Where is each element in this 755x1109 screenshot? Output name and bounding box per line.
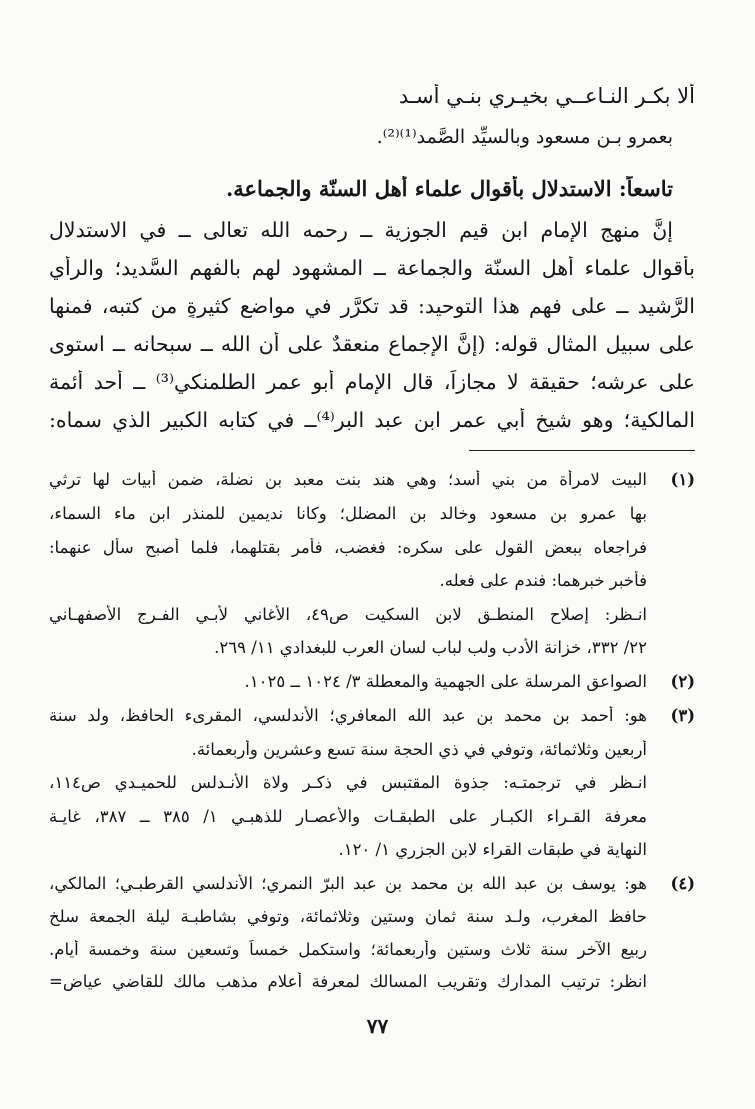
footnote-line: معرفة القـراء الكبـار على الطبقـات والأعصـار للذهبـي ١/ ٣٨٥ ــ ٣٨٧، غايـة: [49, 807, 647, 826]
body-line: على عرشه؛ حقيقة لا مجازاً، قال الإمام أبو عمر الطلمنكي⁽³⁾ ــ أحد أئمة: [49, 370, 695, 394]
footnote-line: النهاية في طبقات القراء لابن الجزري ١/ ١٢٠.: [338, 840, 647, 859]
page-number: ٧٧: [366, 1014, 389, 1038]
footnote-line: هو: أحمد بن محمد بن عبد الله المعافري؛ الأندلسي، المقرىء الحافظ، ولد سنة: [49, 706, 647, 725]
footnote-number: (٣): [670, 706, 695, 725]
footnote-line: حافظ المغرب، ولـد سنة ثمان وستين وثلاثمائة، وتوفي بشاطبـة ليلة الجمعة سلخ: [49, 907, 647, 926]
body-line: على سبيل المثال قوله: (إنَّ الإجماع منعقدٌ على أن الله ــ سبحانه ــ استوى: [49, 332, 695, 356]
footnote-number: (٤): [670, 874, 695, 893]
footnote-line: ٢٢/ ٣٣٢، خزانة الأدب ولب لباب لسان العرب للبغدادي ١١/ ٢٦٩.: [214, 638, 647, 657]
footnote-line: هو: يوسف بن عبد الله بن محمد بن عبد البرّ النمري؛ الأندلسي القرطبـي؛ المالكي،: [49, 874, 647, 893]
footnote-line: البيت لامرأة من بني أسد؛ وهي هند بنت معبد بن نضلة، ضمن أبيات لها ترثي: [49, 470, 647, 489]
body-line: بأقوال علماء أهل السنّة والجماعة ــ المشهود لهم بالفهم السَّديد؛ والرأي: [49, 256, 695, 280]
footnote-line: انـظر: إصلاح المنطـق لابن السكيت ص٤٩، الأغاني لأبـي الفـرج الأصفهـاني: [49, 605, 647, 624]
footnote-divider: [469, 450, 695, 451]
body-line: إنَّ منهج الإمام ابن قيم الجوزية ــ رحمه الله تعالى ــ في الاستدلال: [49, 218, 673, 242]
body-line: الرَّشيد ــ على فهم هذا التوحيد: قد تكرَّر في مواضع كثيرةٍ من كتبه، فمنها: [49, 294, 695, 318]
footnote-line: أربعين وثلاثمائة، وتوفي في ذي الحجة سنة تسع وعشرين وأربعمائة.: [191, 740, 647, 759]
footnote-line: الصواعق المرسلة على الجهمية والمعطلة ٣/ ١٠٢٤ ــ ١٠٢٥.: [244, 672, 647, 691]
footnote-line: بها عمرو بن مسعود وخالد بن المضلل؛ وكانا نديمين للمنذر ابن ماء السماء،: [49, 504, 647, 523]
verse-line-1: ألا بكـر النـاعــي بخيـري بنـي أسـد: [398, 84, 695, 108]
footnote-number: (١): [670, 470, 695, 489]
footnote-number: (٢): [670, 672, 695, 691]
footnote-line: فأُخبر خبرهما: فندم على فعله.: [439, 571, 647, 590]
footnote-line: فراجعاه ببعض القول على سكره: فغضب، فأمر بقتلهما، فلما أصبح سأل عنهما:: [49, 538, 647, 557]
footnote-line: ربيع الآخر سنة ثلاث وستين وأربعمائة؛ واستكمل خمساً وتسعين سنة وخمسة أيام.: [49, 940, 647, 959]
footnote-line: انـظر في ترجمتـه: جذوة المقتبس في ذكـر ولاة الأنـدلس للحميـدي ص١١٤،: [49, 773, 647, 792]
section-heading: تاسعاً: الاستدلال بأقوال علماء أهل السنّة والجماعة.: [225, 176, 673, 201]
footnote-line: انظر: ترتيب المدارك وتقريب المسالك لمعرفة أعلام مذهب مالك للقاضي عياض=: [49, 972, 647, 991]
body-line: المالكية؛ وهو شيخ أبي عمر ابن عبد البر⁽⁴⁾ــ في كتابه الكبير الذي سماه:: [49, 408, 695, 432]
verse-line-2: بعمرو بـن مسعود وبالسيِّد الصَّمد⁽¹⁾⁽²⁾.: [376, 126, 673, 148]
